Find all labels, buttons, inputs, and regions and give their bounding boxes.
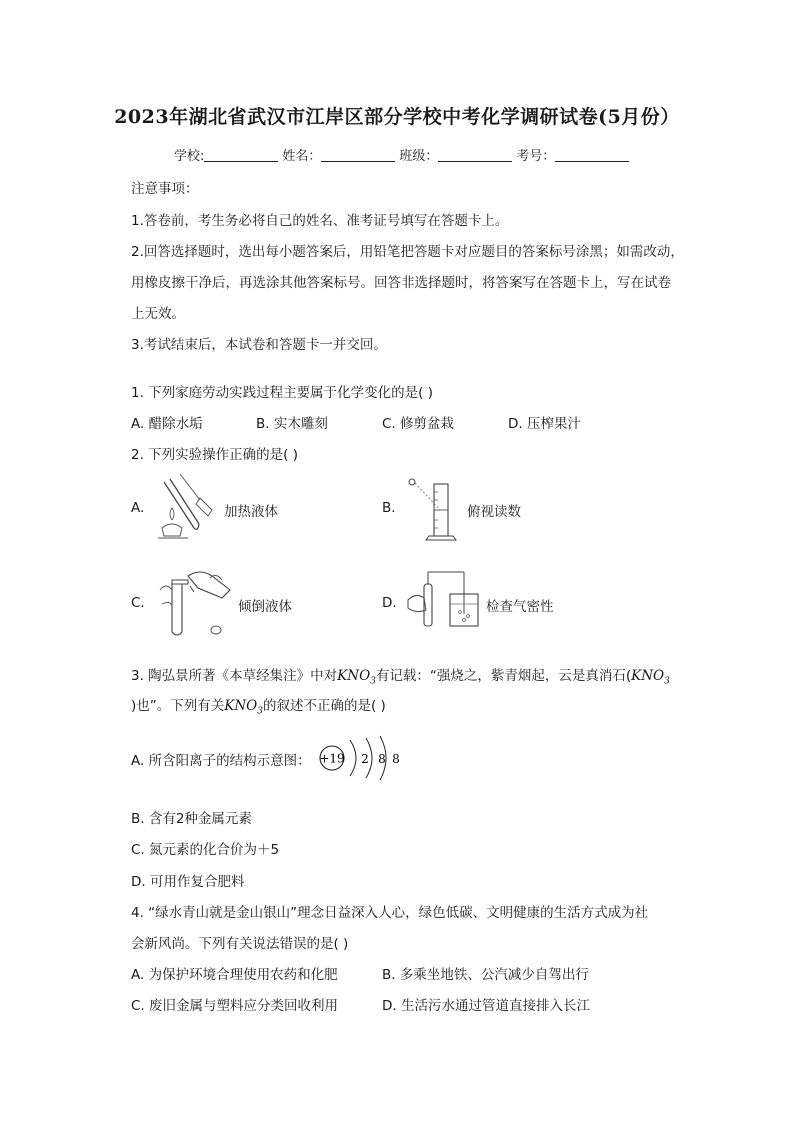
question-3-stem-line-1 [131, 664, 670, 687]
q1-option-c[interactable]: C. 修剪盆栽 [382, 416, 455, 432]
q2-option-a-letter[interactable]: A. [131, 500, 145, 516]
notice-item: 用橡皮擦干净后，再选涂其他答案标号。回答非选择题时，将答案写在答题卡上，写在试卷 [131, 275, 671, 291]
notice-item: 1.答卷前，考生务必将自己的姓名、准考证号填写在答题卡上。 [131, 213, 509, 229]
q2-option-a-text: 加热液体 [224, 504, 278, 520]
q2-option-b-text: 俯视读数 [467, 504, 521, 520]
question-2-stem: 2. 下列实验操作正确的是( ) [131, 447, 298, 463]
q3-stem-part: 有记载：“强烧之，紫青烟起，云是真消石( [375, 668, 632, 684]
q3-option-d[interactable]: D. 可用作复合肥料 [131, 874, 245, 890]
q1-option-d[interactable]: D. 压榨果汁 [508, 416, 581, 432]
school-blank[interactable] [204, 147, 278, 162]
question-3-stem-line-2 [131, 694, 386, 717]
q2-option-b-letter[interactable]: B. [382, 500, 396, 516]
q3-stem-part: 的叙述不正确的是( ) [262, 698, 386, 714]
notice-item: 上无效。 [131, 306, 185, 322]
shell-electrons: 8 [392, 752, 400, 766]
formula-kno3: $KNO_3$ [224, 698, 263, 717]
name-blank[interactable] [321, 147, 395, 162]
airtightness-check-figure [402, 562, 482, 634]
q3-stem-part: 3. 陶弘景所著《本草经集注》中对 [131, 668, 338, 684]
formula-kno3: $KNO_3$ [337, 668, 376, 687]
shell-electrons: 8 [378, 752, 386, 766]
q2-option-d-letter[interactable]: D. [382, 595, 397, 611]
q3-stem-part: )也”。下列有关 [131, 698, 225, 714]
q3-option-c[interactable]: C. 氮元素的化合价为＋5 [131, 842, 280, 858]
q4-option-a[interactable]: A. 为保护环境合理使用农药和化肥 [131, 967, 338, 983]
q3-option-b[interactable]: B. 含有2种金属元素 [131, 811, 252, 827]
exam-no-label: 考号： [516, 149, 556, 164]
shell-electrons: 2 [361, 752, 369, 766]
graduated-cylinder-figure [398, 470, 460, 544]
q1-option-a[interactable]: A. 醋除水垢 [131, 416, 203, 432]
question-1-stem: 1. 下列家庭劳动实践过程主要属于化学变化的是( ) [131, 385, 433, 401]
notice-item: 3.考试结束后，本试卷和答题卡一并交回。 [131, 337, 387, 353]
formula-kno3: $KNO_3$ [631, 668, 670, 687]
notice-heading: 注意事项： [131, 181, 199, 197]
q1-option-b[interactable]: B. 实木雕刻 [256, 416, 328, 432]
q2-option-c-letter[interactable]: C. [131, 595, 145, 611]
heating-liquid-figure [150, 470, 220, 542]
nucleus-charge: +19 [319, 751, 345, 766]
q2-option-c-text: 倾倒液体 [238, 599, 292, 615]
question-4-stem-line-2: 会新风尚。下列有关说法错误的是( ) [131, 936, 349, 952]
ion-structure-diagram [316, 734, 406, 782]
exam-no-blank[interactable] [555, 147, 629, 162]
school-label: 学校: [174, 149, 205, 164]
question-4-stem-line-1: 4. “绿水青山就是金山银山”理念日益深入人心，绿色低碳、文明健康的生活方式成为社 [131, 905, 649, 921]
q4-option-b[interactable]: B. 多乘坐地铁、公汽减少自驾出行 [382, 967, 589, 983]
name-label: 姓名： [282, 149, 322, 164]
pouring-liquid-figure [150, 562, 240, 642]
page-title: 2023年湖北省武汉市江岸区部分学校中考化学调研试卷(5月份） [114, 106, 680, 128]
q4-option-c[interactable]: C. 废旧金属与塑料应分类回收利用 [131, 998, 339, 1014]
q4-option-d[interactable]: D. 生活污水通过管道直接排入长江 [382, 998, 590, 1014]
class-blank[interactable] [438, 147, 512, 162]
notice-item: 2.回答选择题时，选出每小题答案后，用铅笔把答题卡对应题目的答案标号涂黑；如需改动， [131, 244, 684, 260]
q2-option-d-text: 检查气密性 [486, 599, 554, 615]
class-label: 班级： [399, 149, 439, 164]
student-info-line [174, 145, 633, 164]
q3-option-a[interactable]: A. 所含阳离子的结构示意图： [131, 753, 311, 769]
